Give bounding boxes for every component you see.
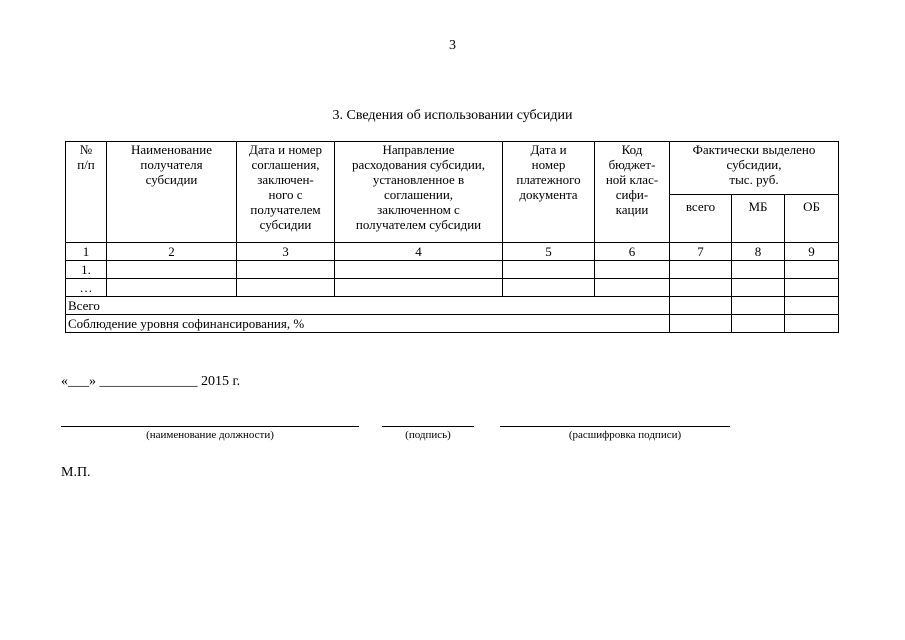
table-cell (503, 261, 595, 279)
table-cell (237, 261, 335, 279)
signature-caption: (подпись) (405, 429, 451, 441)
section-title: 3. Сведения об использовании субсидии (332, 108, 573, 123)
table-cell (107, 261, 237, 279)
table-cell (237, 279, 335, 297)
transcript-line (500, 426, 730, 427)
table-cell (503, 279, 595, 297)
table-row (66, 279, 839, 297)
header-mb: МБ (732, 195, 785, 243)
stamp-label: М.П. (61, 465, 91, 480)
table-cell (785, 261, 839, 279)
table-cell (670, 261, 732, 279)
column-number: 3 (237, 243, 335, 261)
table-cell (785, 297, 839, 315)
table-cell (335, 279, 503, 297)
header-agreement: Дата и номер соглашения, заключен- ного с получателем субсидии (237, 142, 335, 243)
position-line (61, 426, 359, 427)
total-label: Всего (66, 297, 670, 315)
column-number: 7 (670, 243, 732, 261)
header-num: № п/п (66, 142, 107, 243)
header-actual-allocated: Фактически выделено субсидии, тыс. руб. (670, 142, 839, 195)
table-cell (732, 297, 785, 315)
header-ob: ОБ (785, 195, 839, 243)
header-total: всего (670, 195, 732, 243)
position-caption: (наименование должности) (146, 429, 274, 441)
table-cell (785, 279, 839, 297)
cofinancing-row (66, 315, 839, 333)
row-num: 1. (66, 261, 107, 279)
column-number: 8 (732, 243, 785, 261)
column-number: 4 (335, 243, 503, 261)
table-cell (732, 315, 785, 333)
table-cell (670, 297, 732, 315)
cofinancing-label: Соблюдение уровня софинансирования, % (66, 315, 670, 333)
subsidy-usage-table (65, 141, 839, 333)
header-budget-code: Код бюджет- ной клас- сифи- кации (595, 142, 670, 243)
table-row (66, 261, 839, 279)
column-number: 5 (503, 243, 595, 261)
total-row (66, 297, 839, 315)
header-direction: Направление расходования субсидии, установленное в соглашении, заключенном с получателем субсидии (335, 142, 503, 243)
table-cell (595, 279, 670, 297)
table-cell (107, 279, 237, 297)
header-recipient: Наименование получателя субсидии (107, 142, 237, 243)
column-number: 6 (595, 243, 670, 261)
table-cell (732, 279, 785, 297)
header-payment-doc: Дата и номер платежного документа (503, 142, 595, 243)
column-number: 1 (66, 243, 107, 261)
table-cell (595, 261, 670, 279)
table-cell (335, 261, 503, 279)
table-cell (732, 261, 785, 279)
table-cell (785, 315, 839, 333)
column-number: 2 (107, 243, 237, 261)
page-number: 3 (449, 38, 456, 53)
transcript-caption: (расшифровка подписи) (568, 429, 682, 441)
column-number-row (66, 243, 839, 261)
table-cell (670, 279, 732, 297)
row-num: … (66, 279, 107, 297)
date-line: «___» ______________ 2015 г. (61, 374, 241, 389)
table-cell (670, 315, 732, 333)
column-number: 9 (785, 243, 839, 261)
signature-line (382, 426, 474, 427)
